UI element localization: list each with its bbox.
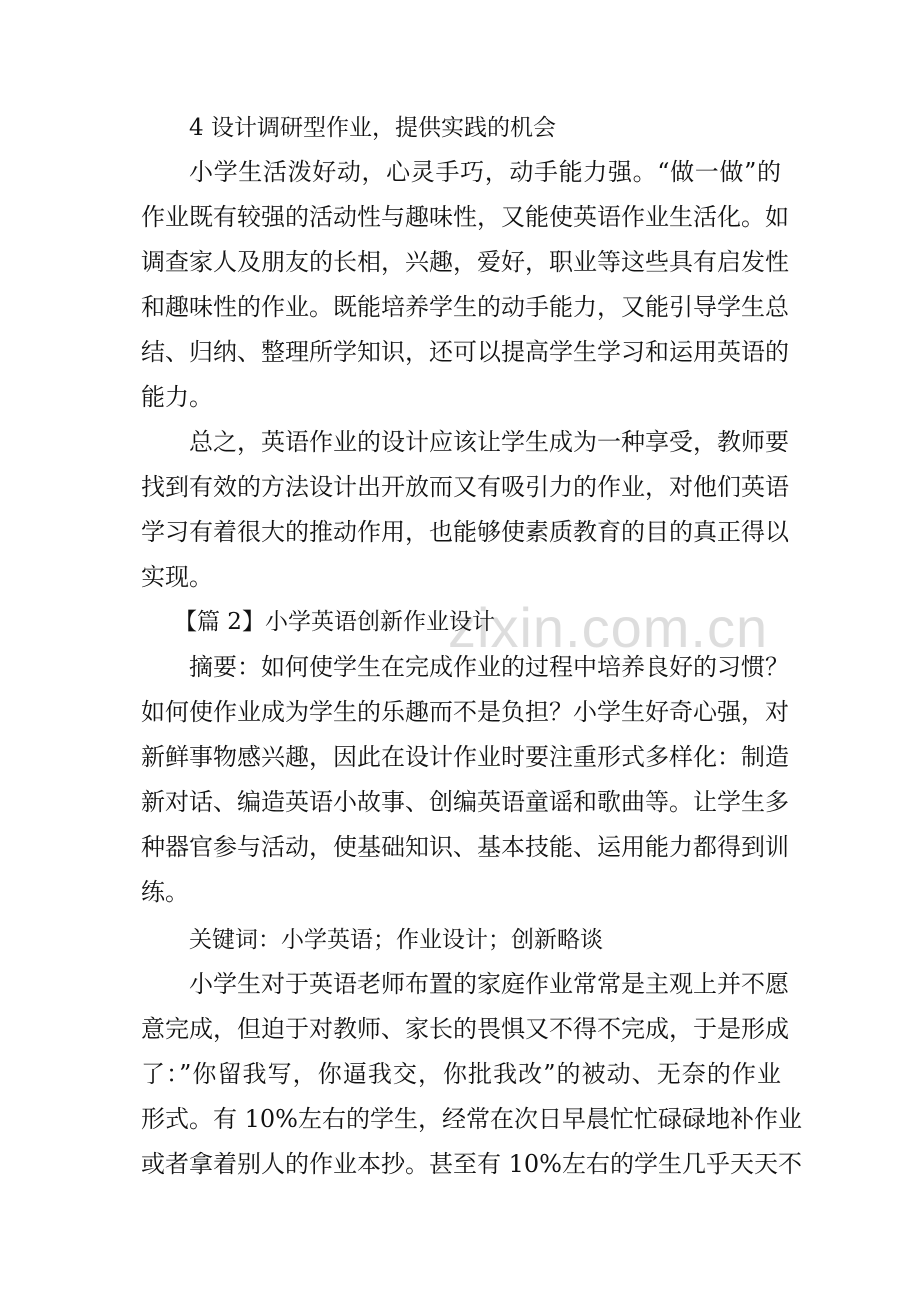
paragraph-line: 能力。 — [141, 383, 213, 411]
paragraph-line: 总之，英语作业的设计应该让学生成为一种享受，教师要 — [189, 428, 789, 456]
abstract-line: 练。 — [141, 878, 189, 906]
paragraph-line: 结、归纳、整理所学知识，还可以提高学生学习和运用英语的 — [141, 338, 789, 366]
paragraph-line: 形式。有 10%左右的学生，经常在次日早晨忙忙碌碌地补作业 — [141, 1105, 802, 1133]
paragraph-line: 作业既有较强的活动性与趣味性，又能使英语作业生活化。如 — [141, 203, 789, 231]
paragraph-line: 实现。 — [141, 563, 213, 591]
paragraph-line: 学习有着很大的推动作用，也能够使素质教育的目的真正得以 — [141, 518, 789, 546]
abstract-line: 摘要：如何使学生在完成作业的过程中培养良好的习惯？ — [189, 653, 789, 681]
paragraph-line: 小学生对于英语老师布置的家庭作业常常是主观上并不愿 — [189, 970, 789, 998]
abstract-line: 新对话、编造英语小故事、创编英语童谣和歌曲等。让学生多 — [141, 788, 789, 816]
paragraph-line: 调查家人及朋友的长相，兴趣，爱好，职业等这些具有启发性 — [141, 248, 789, 276]
abstract-line: 新鲜事物感兴趣，因此在设计作业时要注重形式多样化：制造 — [141, 743, 789, 771]
abstract-line: 种器官参与活动，使基础知识、基本技能、运用能力都得到训 — [141, 833, 789, 861]
watermark: zixin.com.cn — [448, 596, 769, 659]
paragraph-line: 或者拿着别人的作业本抄。甚至有 10%左右的学生几乎天天不 — [141, 1150, 802, 1178]
article-heading: 【篇 2】小学英语创新作业设计 — [174, 609, 495, 635]
keywords-line: 关键词：小学英语；作业设计；创新略谈 — [189, 927, 603, 953]
paragraph-line: 意完成，但迫于对教师、家长的畏惧又不得不完成，于是形成 — [141, 1015, 789, 1043]
paragraph-line: 和趣味性的作业。既能培养学生的动手能力，又能引导学生总 — [141, 293, 789, 321]
section-heading-4: 4 设计调研型作业，提供实践的机会 — [189, 115, 556, 141]
abstract-line: 如何使作业成为学生的乐趣而不是负担？小学生好奇心强，对 — [141, 698, 789, 726]
paragraph-line: 找到有效的方法设计出开放而又有吸引力的作业，对他们英语 — [141, 473, 789, 501]
paragraph-line: 小学生活泼好动，心灵手巧，动手能力强。“做一做”的 — [189, 158, 781, 186]
paragraph-line: 了：”你留我写，你逼我交，你批我改”的被动、无奈的作业 — [141, 1060, 781, 1088]
